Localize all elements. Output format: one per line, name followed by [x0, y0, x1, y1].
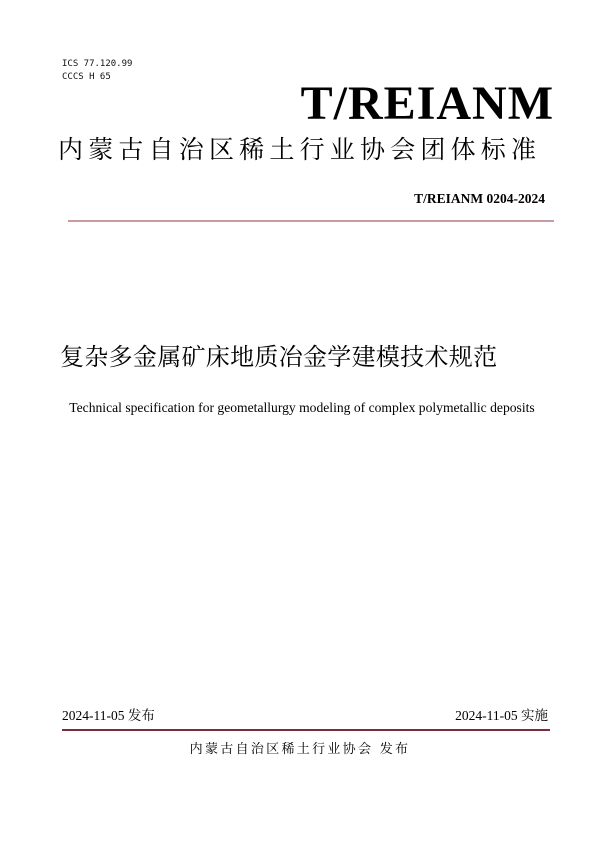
effective-date: 2024-11-05 实施	[455, 708, 548, 723]
document-title-english: Technical specification for geometallurgy modeling of complex polymetallic deposits	[69, 400, 535, 415]
classification-codes	[62, 58, 132, 84]
ics-code: ICS 77.120.99	[62, 59, 133, 69]
footer-divider	[62, 729, 550, 731]
cccs-code: CCCS H 65	[62, 72, 111, 82]
org-standard-title: 内蒙古自治区稀土行业协会团体标准	[58, 135, 542, 164]
publisher: 内蒙古自治区稀土行业协会 发布	[189, 742, 411, 757]
publish-date: 2024-11-05 发布	[62, 708, 155, 723]
standard-number: T/REIANM 0204-2024	[414, 191, 545, 206]
header-divider	[68, 220, 554, 222]
document-title-chinese: 复杂多金属矿床地质冶金学建模技术规范	[60, 343, 498, 371]
standard-brand: T/REIANM	[300, 77, 554, 130]
